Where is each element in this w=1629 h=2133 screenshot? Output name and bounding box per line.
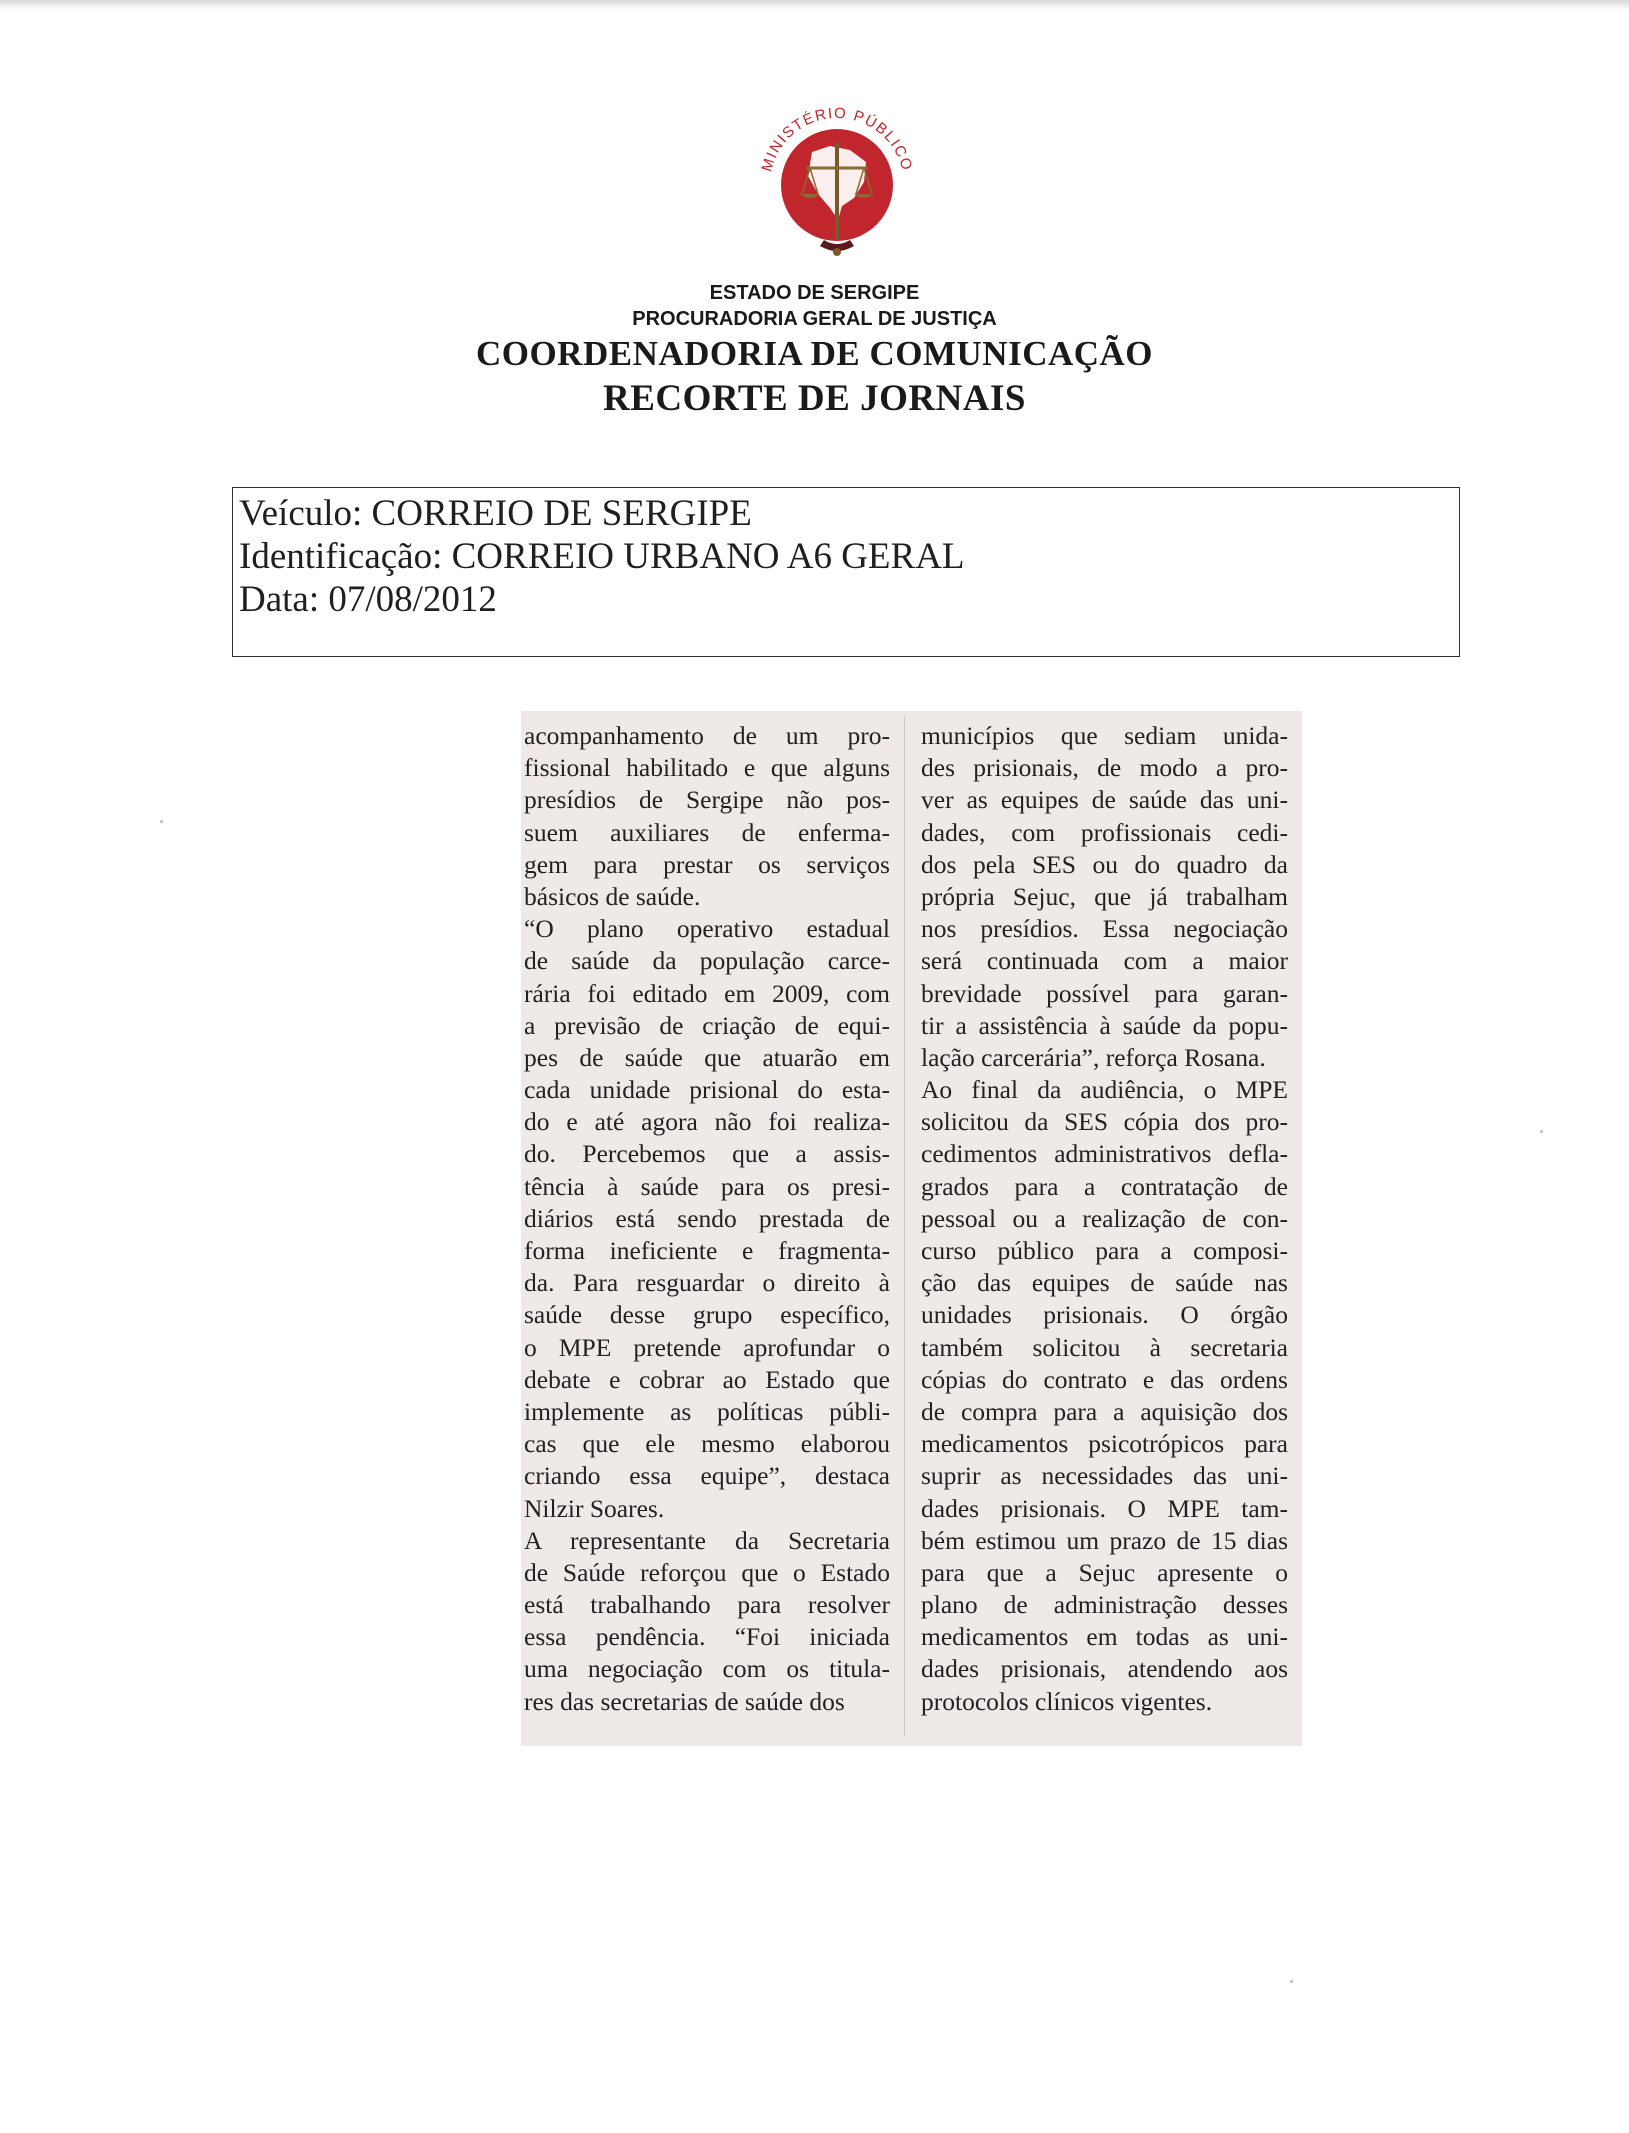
page-title: RECORTE DE JORNAIS <box>603 378 1026 419</box>
article-line: básicos de saúde. <box>524 881 701 911</box>
article-line: de saúde da população carce- <box>524 946 890 976</box>
article-line: diários está sendo prestada de <box>524 1203 890 1233</box>
article-line: o MPE pretende aprofundar o <box>524 1332 890 1362</box>
article-line: A representante da Secretaria <box>524 1525 890 1555</box>
article-line: medicamentos em todas as uni- <box>921 1622 1288 1652</box>
article-line: própria Sejuc, que já trabalham <box>921 881 1288 911</box>
article-line: saúde desse grupo específico, <box>524 1300 890 1330</box>
article-line: cas que ele mesmo elaborou <box>524 1429 890 1459</box>
seal-emblem-icon <box>742 90 932 260</box>
article-line: pessoal ou a realização de con- <box>921 1203 1288 1233</box>
article-line: acompanhamento de um pro- <box>524 721 890 750</box>
article-line: res das secretarias de saúde dos <box>524 1686 845 1716</box>
header-procuradoria: PROCURADORIA GERAL DE JUSTIÇA <box>632 308 997 330</box>
header-state: ESTADO DE SERGIPE <box>709 282 920 304</box>
article-line: essa pendência. “Foi iniciada <box>524 1622 890 1652</box>
scan-speck <box>160 820 163 823</box>
article-line: brevidade possível para garan- <box>921 978 1288 1008</box>
article-line: dades, com profissionais cedi- <box>921 817 1288 847</box>
article-line: suprir as necessidades das uni- <box>921 1461 1288 1491</box>
article-line: solicitou da SES cópia dos pro- <box>921 1107 1288 1137</box>
article-line: pes de saúde que atuarão em <box>524 1042 890 1072</box>
article-line: plano de administração desses <box>921 1590 1288 1620</box>
info-data: Data: 07/08/2012 <box>239 579 497 620</box>
article-line: debate e cobrar ao Estado que <box>524 1364 890 1394</box>
article-line: unidades prisionais. O órgão <box>921 1300 1288 1330</box>
article-line: nos presídios. Essa negociação <box>921 914 1288 944</box>
info-veiculo: Veículo: CORREIO DE SERGIPE <box>239 493 752 534</box>
article-line: “O plano operativo estadual <box>524 914 890 944</box>
article-line: suem auxiliares de enferma- <box>524 817 890 847</box>
article-line: cedimentos administrativos defla- <box>921 1139 1288 1169</box>
article-line: a previsão de criação de equi- <box>524 1010 890 1040</box>
article-line: lação carcerária”, reforça Rosana. <box>921 1042 1266 1072</box>
article-line: forma ineficiente e fragmenta- <box>524 1236 890 1265</box>
scan-edge <box>0 0 1629 10</box>
article-line: Ao final da audiência, o MPE <box>921 1075 1288 1105</box>
article-line: bém estimou um prazo de 15 dias <box>921 1525 1288 1555</box>
article-line: grados para a contratação de <box>921 1171 1288 1201</box>
column-divider <box>904 716 905 1736</box>
article-line: uma negociação com os titula- <box>524 1654 890 1684</box>
article-line: implemente as políticas públi- <box>524 1396 890 1426</box>
article-line: para que a Sejuc apresente o <box>921 1557 1288 1587</box>
article-line: presídios de Sergipe não pos- <box>524 785 890 815</box>
article-column-2 <box>921 720 1288 1718</box>
article-line: tência à saúde para os presi- <box>524 1171 890 1201</box>
article-line: des prisionais, de modo a pro- <box>921 753 1288 783</box>
article-line: será continuada com a maior <box>921 946 1288 976</box>
article-line: do. Percebemos que a assis- <box>524 1139 890 1169</box>
article-line: ver as equipes de saúde das uni- <box>921 785 1288 815</box>
article-line: protocolos clínicos vigentes. <box>921 1686 1213 1716</box>
article-line: criando essa equipe”, destaca <box>524 1461 890 1491</box>
article-line: do e até agora não foi realiza- <box>524 1107 890 1137</box>
article-column-1 <box>524 720 890 1718</box>
article-line: de compra para a aquisição dos <box>921 1396 1288 1426</box>
article-line: gem para prestar os serviços <box>524 849 890 879</box>
header-coordenadoria: COORDENADORIA DE COMUNICAÇÃO <box>475 334 1154 373</box>
article-line: fissional habilitado e que alguns <box>524 753 890 783</box>
article-line: da. Para resguardar o direito à <box>524 1268 890 1298</box>
article-line: tir a assistência à saúde da popu- <box>921 1010 1288 1040</box>
article-line: cada unidade prisional do esta- <box>524 1075 890 1105</box>
article-line: medicamentos psicotrópicos para <box>921 1429 1288 1459</box>
article-line: está trabalhando para resolver <box>524 1590 890 1620</box>
seal-text: MINISTÉRIO PÚBLICO <box>758 104 916 174</box>
article-line: rária foi editado em 2009, com <box>524 978 890 1008</box>
article-line: municípios que sediam unida- <box>921 721 1288 750</box>
scan-speck <box>1290 1980 1293 1983</box>
article-line: curso público para a composi- <box>921 1236 1288 1265</box>
clipping-info-box <box>232 487 1460 657</box>
ministerio-publico-seal <box>742 90 932 260</box>
scan-speck <box>1540 1130 1543 1133</box>
article-line: Nilzir Soares. <box>524 1493 665 1523</box>
article-line: dades prisionais, atendendo aos <box>921 1654 1288 1684</box>
article-line: dades prisionais. O MPE tam- <box>921 1493 1288 1523</box>
article-line: de Saúde reforçou que o Estado <box>524 1557 890 1587</box>
article-line: dos pela SES ou do quadro da <box>921 849 1288 879</box>
article-line: ção das equipes de saúde nas <box>921 1268 1288 1298</box>
article-line: cópias do contrato e das ordens <box>921 1364 1288 1394</box>
article-line: também solicitou à secretaria <box>921 1332 1288 1362</box>
info-identificacao: Identificação: CORREIO URBANO A6 GERAL <box>239 536 965 577</box>
